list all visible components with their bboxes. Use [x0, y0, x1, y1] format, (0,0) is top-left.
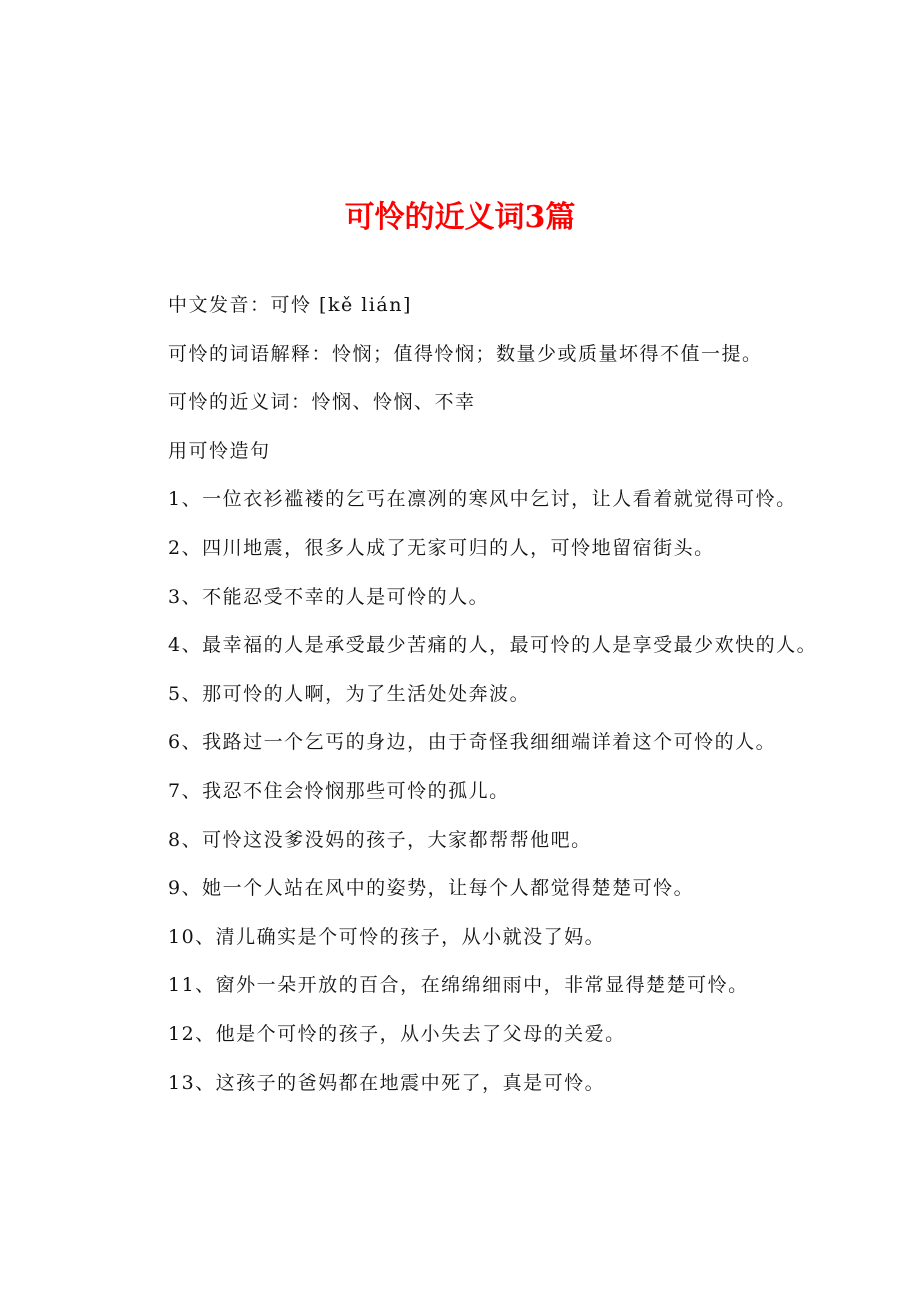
paragraph-definition: 可怜的词语解释：怜悯；值得怜悯；数量少或质量坏得不值一提。 [168, 342, 763, 365]
example-sentence-2: 2、四川地震，很多人成了无家可归的人，可怜地留宿街头。 [168, 536, 715, 559]
example-sentence-13: 13、这孩子的爸妈都在地震中死了，真是可怜。 [168, 1071, 606, 1094]
document-title: 可怜的近义词3篇 [344, 200, 576, 235]
paragraph-pronunciation: 中文发音：可怜 [kě lián] [168, 294, 412, 316]
example-sentence-6: 6、我路过一个乞丐的身边，由于奇怪我细细端详着这个可怜的人。 [168, 731, 777, 754]
example-sentence-4: 4、最幸福的人是承受最少苦痛的人，最可怜的人是享受最少欢快的人。 [168, 634, 818, 657]
paragraph-sentences-heading: 用可怜造句 [168, 439, 271, 462]
example-sentence-5: 5、那可怜的人啊，为了生活处处奔波。 [168, 682, 531, 705]
example-sentence-12: 12、他是个可怜的孩子，从小失去了父母的关爱。 [168, 1022, 626, 1045]
paragraph-synonyms: 可怜的近义词：怜悯、怜悯、不幸 [168, 391, 476, 414]
example-sentence-7: 7、我忍不住会怜悯那些可怜的孤儿。 [168, 779, 510, 802]
document-body [120, 281, 820, 1107]
example-sentence-1: 1、一位衣衫褴褛的乞丐在凛冽的寒风中乞讨，让人看着就觉得可怜。 [168, 488, 797, 511]
example-sentence-3: 3、不能忍受不幸的人是可怜的人。 [168, 585, 490, 608]
example-sentence-10: 10、清儿确实是个可怜的孩子，从小就没了妈。 [168, 925, 606, 948]
example-sentence-8: 8、可怜这没爹没妈的孩子，大家都帮帮他吧。 [168, 828, 592, 851]
example-sentence-9: 9、她一个人站在风中的姿势，让每个人都觉得楚楚可怜。 [168, 877, 695, 900]
example-sentence-11: 11、窗外一朵开放的百合，在绵绵细雨中，非常显得楚楚可怜。 [168, 974, 749, 997]
